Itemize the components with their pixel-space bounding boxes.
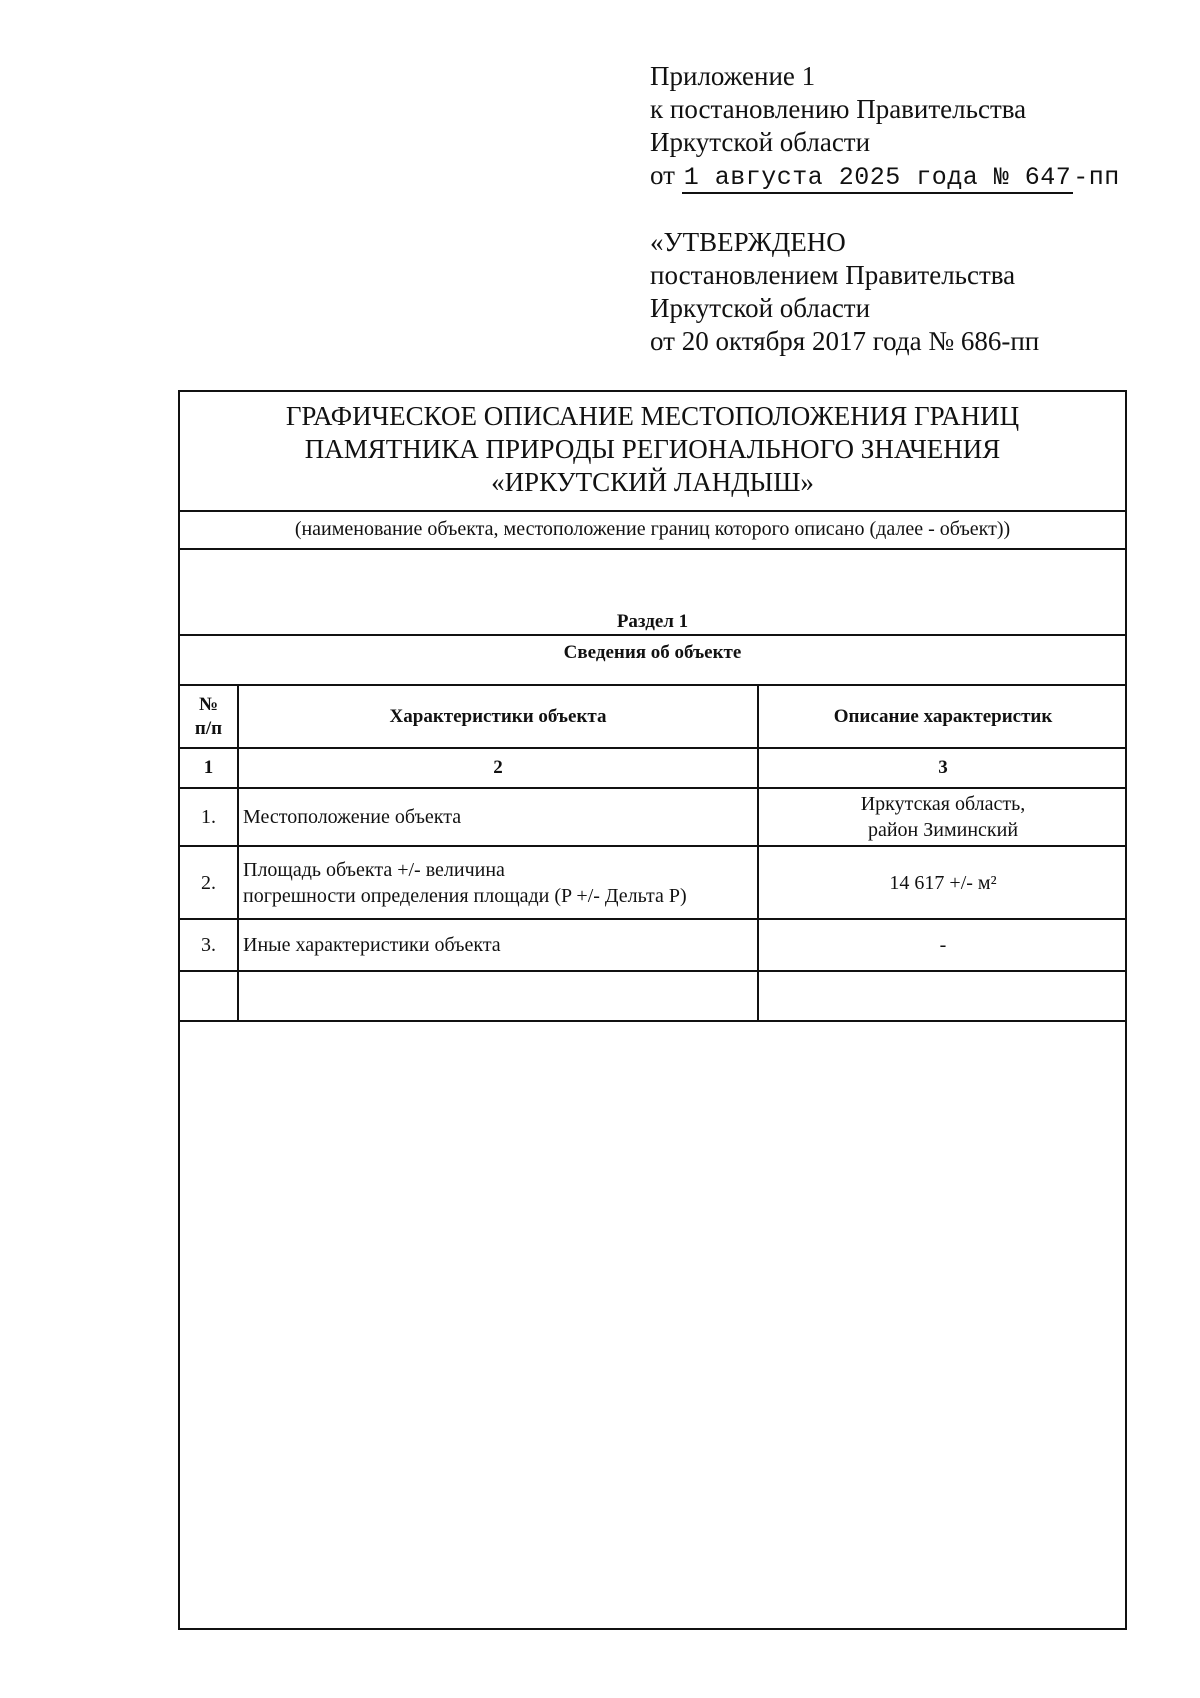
row-characteristic-line-1: Площадь объекта +/- величина [243, 858, 505, 881]
document-frame [178, 390, 1127, 1630]
row-num: 2. [180, 846, 238, 919]
section-label: Раздел 1 [180, 608, 1125, 636]
approved-block [650, 226, 1170, 358]
table-row-empty [180, 971, 1127, 1021]
row-description: 14 617 +/- м² [758, 846, 1127, 919]
row-num: 3. [180, 919, 238, 971]
row-description [758, 788, 1127, 846]
row-description: - [758, 919, 1127, 971]
header-num-cell [180, 686, 238, 748]
object-info-table [180, 686, 1127, 1022]
annex-date-suffix: -пп [1073, 163, 1120, 192]
index-cell-3: 3 [758, 748, 1127, 788]
annex-line-1: Приложение 1 [650, 61, 816, 91]
header-num-line-2: п/п [194, 717, 223, 739]
empty-cell [238, 971, 758, 1021]
section-title: Сведения об объекте [180, 636, 1125, 686]
table-row [180, 846, 1127, 919]
row-characteristic-line-2: погрешности определения площади (P +/- Дельта P) [243, 884, 687, 907]
empty-cell [180, 971, 238, 1021]
row-description-line-2: район Зиминский [867, 819, 1019, 841]
approved-line-1: «УТВЕРЖДЕНО [650, 227, 846, 257]
row-description-line-1: Иркутская область, [860, 793, 1026, 815]
annex-line-3: Иркутской области [650, 127, 871, 157]
title-line-1: ГРАФИЧЕСКОЕ ОПИСАНИЕ МЕСТОПОЛОЖЕНИЯ ГРАНИЦ [285, 401, 1020, 431]
document-title [180, 392, 1125, 512]
object-caption: (наименование объекта, местоположение границ которого описано (далее - объект)) [180, 512, 1125, 550]
title-line-2: ПАМЯТНИКА ПРИРОДЫ РЕГИОНАЛЬНОГО ЗНАЧЕНИЯ [304, 434, 1001, 464]
index-cell-2: 2 [238, 748, 758, 788]
table-row [180, 788, 1127, 846]
row-characteristic: Местоположение объекта [238, 788, 758, 846]
annex-line-2: к постановлению Правительства [650, 94, 1027, 124]
approved-line-3: Иркутской области [650, 293, 871, 323]
empty-band [180, 550, 1125, 608]
row-characteristic: Иные характеристики объекта [238, 919, 758, 971]
annex-date-line [650, 159, 1170, 194]
header-description: Описание характеристик [758, 686, 1127, 748]
empty-cell [758, 971, 1127, 1021]
annex-date-prefix: от [650, 160, 675, 190]
annex-date-value: 1 августа 2025 года № 647 [683, 163, 1072, 192]
approved-line-4: от 20 октября 2017 года № 686-пп [650, 326, 1040, 356]
annex-block [650, 60, 1170, 194]
table-index-row [180, 748, 1127, 788]
header-num-line-1: № [198, 693, 219, 715]
row-characteristic [238, 846, 758, 919]
approved-line-2: постановлением Правительства [650, 260, 1016, 290]
title-line-3: «ИРКУТСКИЙ ЛАНДЫШ» [491, 467, 814, 497]
index-cell-1: 1 [180, 748, 238, 788]
row-num: 1. [180, 788, 238, 846]
header-characteristics: Характеристики объекта [238, 686, 758, 748]
table-header-row [180, 686, 1127, 748]
table-row [180, 919, 1127, 971]
